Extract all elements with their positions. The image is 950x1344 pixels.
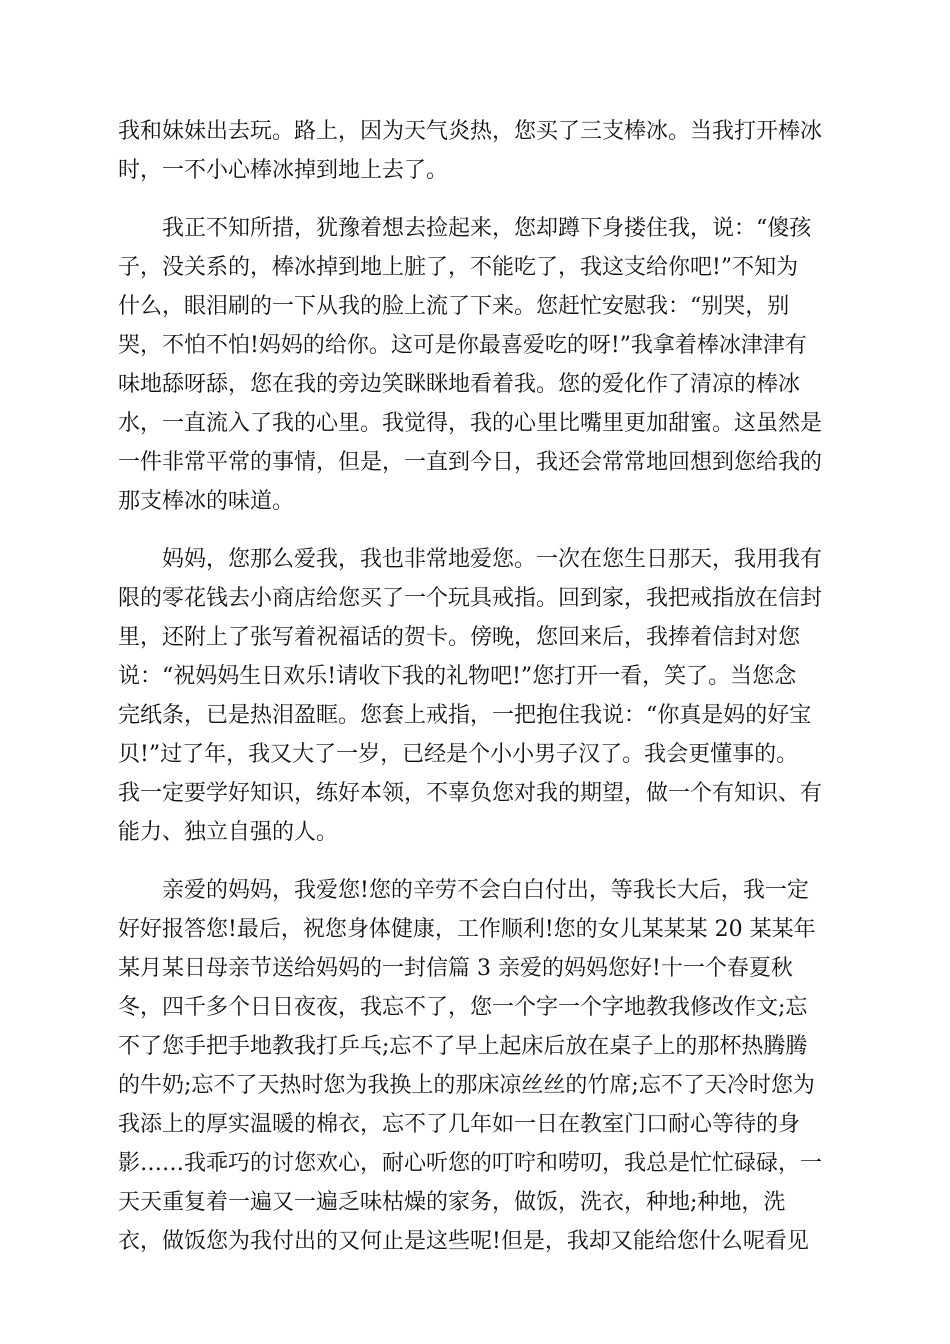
text-line: 天天重复着一遍又一遍乏味枯燥的家务，做饭，洗衣，种地;种地，洗: [118, 1190, 786, 1215]
paragraph-spacer: [118, 521, 836, 540]
paragraph-4: [118, 871, 836, 1261]
paragraph-3: [118, 540, 836, 852]
text-line: 冬，四千多个日日夜夜，我忘不了，您一个字一个字地教我修改作文;忘: [118, 995, 808, 1020]
text-line: 衣，做饭您为我付出的又何止是这些呢!但是，我却又能给您什么呢看见: [118, 1229, 809, 1254]
text-line: 贝!”过了年，我又大了一岁，已经是个小小男子汉了。我会更懂事的。: [118, 742, 799, 767]
text-line: 我一定要学好知识，练好本领，不辜负您对我的期望，做一个有知识、有: [118, 781, 823, 806]
text-line: 水，一直流入了我的心里。我觉得，我的心里比嘴里更加甜蜜。这虽然是: [118, 411, 823, 436]
text-line: 里，还附上了张写着祝福话的贺卡。傍晚，您回来后，我捧着信封对您: [118, 625, 801, 650]
text-line: 哭，不怕不怕!妈妈的给你。这可是你最喜爱吃的呀!”我拿着棒冰津津有: [118, 333, 807, 358]
text-line: 妈妈，您那么爱我，我也非常地爱您。一次在您生日那天，我用我有: [118, 547, 823, 572]
document-body: [118, 112, 836, 1261]
text-line: 什么，眼泪刷的一下从我的脸上流了下来。您赶忙安慰我：“别哭，别: [118, 294, 790, 319]
text-line: 说：“祝妈妈生日欢乐!请收下我的礼物吧!”您打开一看，笑了。当您念: [118, 664, 797, 689]
text-line: 子，没关系的，棒冰掉到地上脏了，不能吃了，我这支给你吧!”不知为: [118, 255, 799, 280]
text-line: 某月某日母亲节送给妈妈的一封信篇 3 亲爱的妈妈您好!十一个春夏秋: [118, 956, 793, 981]
text-line: 的牛奶;忘不了天热时您为我换上的那床凉丝丝的竹席;忘不了天冷时您为: [118, 1073, 815, 1098]
text-line: 限的零花钱去小商店给您买了一个玩具戒指。回到家，我把戒指放在信封: [118, 586, 823, 611]
text-line: 完纸条，已是热泪盈眶。您套上戒指，一把抱住我说：“你真是妈的好宝: [118, 703, 812, 728]
text-line: 我和妹妹出去玩。路上，因为天气炎热，您买了三支棒冰。当我打开棒冰: [118, 119, 823, 144]
text-line: 味地舔呀舔，您在我的旁边笑眯眯地看着我。您的爱化作了清凉的棒冰: [118, 372, 801, 397]
paragraph-1: [118, 112, 836, 190]
text-line: 那支棒冰的味道。: [118, 489, 295, 514]
text-line: 影……我乖巧的讨您欢心，耐心听您的叮咛和唠叨，我总是忙忙碌碌，一: [118, 1151, 823, 1176]
text-line: 亲爱的妈妈，我爱您!您的辛劳不会白白付出，等我长大后，我一定: [118, 878, 809, 903]
text-line: 能力、独立自强的人。: [118, 820, 339, 845]
text-line: 时，一不小心棒冰掉到地上去了。: [118, 158, 449, 183]
text-line: 一件非常平常的事情，但是，一直到今日，我还会常常地回想到您给我的: [118, 450, 823, 475]
paragraph-spacer: [118, 852, 836, 871]
text-line: 不了您手把手地教我打乒乓;忘不了早上起床后放在桌子上的那杯热腾腾: [118, 1034, 808, 1059]
text-line: 好好报答您!最后，祝您身体健康，工作顺利!您的女儿某某某 20 某某年: [118, 917, 816, 942]
paragraph-2: [118, 209, 836, 521]
paragraph-spacer: [118, 190, 836, 209]
text-line: 我添上的厚实温暖的棉衣，忘不了几年如一日在教室门口耐心等待的身: [118, 1112, 801, 1137]
text-line: 我正不知所措，犹豫着想去捡起来，您却蹲下身搂住我，说：“傻孩: [118, 216, 812, 241]
